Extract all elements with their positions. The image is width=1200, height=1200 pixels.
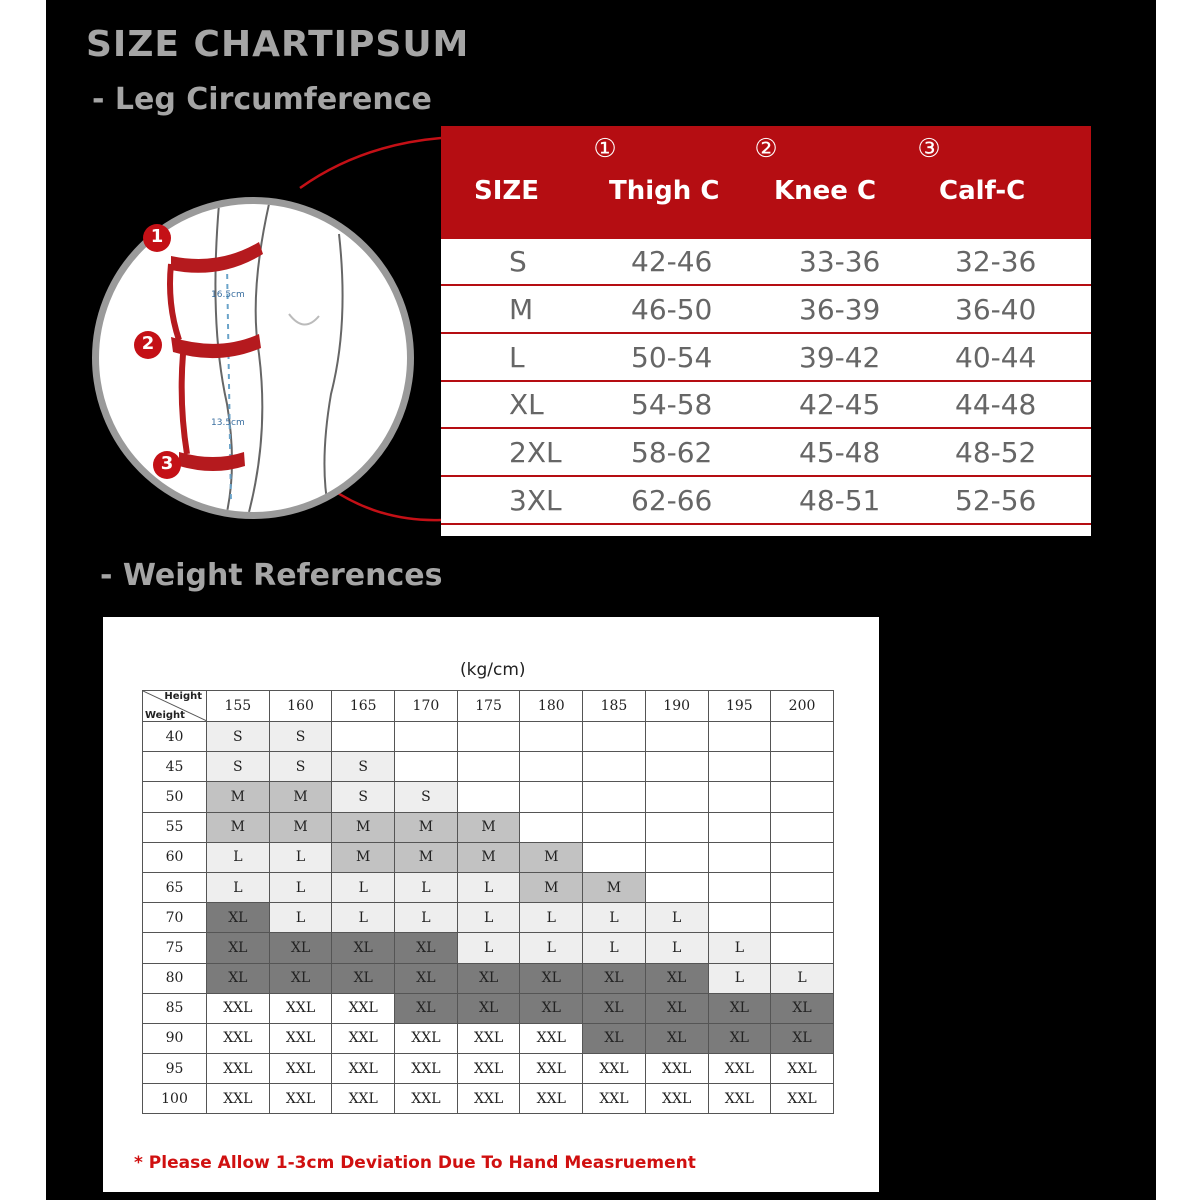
deviation-note: * Please Allow 1-3cm Deviation Due To Hand Measruement [134,1153,696,1173]
weight-header-cell: 60 [143,842,207,872]
corner-height-label: Height [164,691,202,702]
knee-cell: 45-48 [799,436,881,470]
size-grid-cell: XL [708,1023,771,1053]
size-grid-cell: XXL [395,1054,458,1084]
size-grid-cell: XL [645,993,708,1023]
size-cell: 3XL [509,484,562,517]
height-header-cell: 185 [583,691,646,722]
size-grid-cell: L [395,872,458,902]
size-grid-cell [771,842,834,872]
size-grid-cell: XXL [269,993,332,1023]
leg-table-row [441,478,1091,525]
badge-2: 2 [141,333,155,354]
calf-cell: 44-48 [955,388,1037,422]
size-grid-cell [583,812,646,842]
size-grid-cell: XXL [269,1084,332,1114]
size-cell: S [509,245,527,278]
knee-cell: 42-45 [799,388,881,422]
size-grid-cell: XXL [771,1054,834,1084]
weight-header-cell: 90 [143,1023,207,1053]
height-header-cell: 200 [771,691,834,722]
size-cell: 2XL [509,436,562,470]
size-grid-cell: S [269,752,332,782]
calf-cell: 48-52 [955,436,1037,470]
size-grid-cell: XXL [457,1054,520,1084]
size-grid-cell: XL [520,963,583,993]
size-grid-cell: S [207,752,270,782]
size-grid-cell [645,752,708,782]
size-grid-cell: XL [332,963,395,993]
col-knee: Knee C [774,176,877,206]
marker-1: ① [593,134,617,164]
measure-thigh-knee: 16.5cm [211,290,245,300]
size-grid-cell: XXL [645,1084,708,1114]
size-grid-cell: M [332,812,395,842]
size-grid-cell: XL [269,933,332,963]
thigh-cell: 54-58 [631,388,713,422]
size-grid-cell: L [207,842,270,872]
grid-row [143,842,834,872]
leg-table-row [441,430,1091,477]
size-grid-cell: L [332,903,395,933]
size-grid-cell [708,872,771,902]
calf-cell: 32-36 [955,245,1037,278]
grid-row [143,722,834,752]
calf-cell: 52-56 [955,484,1037,517]
size-grid-cell: XXL [395,1084,458,1114]
size-cell: M [509,292,534,326]
marker-2: ② [754,134,778,164]
height-header-cell: 190 [645,691,708,722]
size-grid-cell [771,872,834,902]
size-grid-cell: XXL [583,1084,646,1114]
col-size: SIZE [474,176,540,206]
size-grid-cell: XL [457,993,520,1023]
size-grid-cell [645,842,708,872]
size-grid-cell [520,782,583,812]
size-grid-cell: XL [269,963,332,993]
size-grid-cell: XXL [332,1054,395,1084]
size-grid-cell: XXL [332,993,395,1023]
weight-height-grid [142,690,834,1114]
size-grid-cell: S [332,752,395,782]
size-grid-cell: M [395,812,458,842]
size-grid-cell: XXL [520,1084,583,1114]
size-grid-cell [708,842,771,872]
size-grid-cell: XL [207,903,270,933]
size-grid-cell: L [520,933,583,963]
size-grid-cell: M [269,782,332,812]
size-grid-cell: L [269,872,332,902]
size-grid-cell: XL [457,963,520,993]
leg-circumference-table [441,126,1091,536]
size-grid-cell: XL [645,963,708,993]
weight-header-cell: 80 [143,963,207,993]
height-header-cell: 170 [395,691,458,722]
size-grid-cell [771,782,834,812]
size-grid-cell [708,903,771,933]
height-header-cell: 175 [457,691,520,722]
calf-cell: 36-40 [955,292,1037,326]
size-grid-cell: XXL [457,1023,520,1053]
page-title: SIZE CHARTIPSUM [86,24,470,65]
knee-cell: 48-51 [799,484,881,517]
badge-1: 1 [150,226,164,247]
grid-corner [143,691,207,722]
size-grid-cell [708,812,771,842]
size-grid-cell [645,872,708,902]
thigh-cell: 62-66 [631,484,713,517]
size-grid-cell: M [207,782,270,812]
size-grid-cell [771,903,834,933]
size-grid-cell: L [583,933,646,963]
size-grid-cell: S [332,782,395,812]
height-header-cell: 180 [520,691,583,722]
size-grid-cell [708,752,771,782]
weight-header-cell: 100 [143,1084,207,1114]
size-grid-cell: XXL [269,1023,332,1053]
size-grid-cell: L [332,872,395,902]
size-grid-cell [395,752,458,782]
size-grid-cell: L [207,872,270,902]
size-grid-cell: XXL [207,1054,270,1084]
size-grid-cell [332,722,395,752]
size-grid-cell: XXL [207,1084,270,1114]
size-grid-cell [457,752,520,782]
grid-row [143,993,834,1023]
weight-header-cell: 75 [143,933,207,963]
size-grid-cell: M [457,812,520,842]
size-grid-cell [771,752,834,782]
grid-row [143,933,834,963]
calf-cell: 40-44 [955,340,1037,374]
height-header-cell: 160 [269,691,332,722]
col-calf: Calf-C [939,176,1026,206]
size-grid-cell: XXL [207,1023,270,1053]
size-grid-cell: M [269,812,332,842]
size-grid-cell: S [395,782,458,812]
weight-header-cell: 85 [143,993,207,1023]
thigh-cell: 46-50 [631,292,713,326]
size-grid-cell: XL [708,993,771,1023]
unit-label: (kg/cm) [460,660,526,680]
size-grid-cell: XL [207,933,270,963]
size-grid-cell: XXL [771,1084,834,1114]
size-grid-cell [708,782,771,812]
size-grid-cell: L [457,903,520,933]
size-grid-cell: XL [332,933,395,963]
weight-header-cell: 65 [143,872,207,902]
weight-header-cell: 95 [143,1054,207,1084]
size-grid-cell: XL [207,963,270,993]
knee-cell: 39-42 [799,340,881,374]
thigh-cell: 42-46 [631,245,713,278]
size-grid-cell [708,722,771,752]
col-thigh: Thigh C [609,176,720,206]
measure-knee-calf: 13.5cm [211,418,245,428]
grid-row [143,872,834,902]
size-grid-cell: XXL [395,1023,458,1053]
weight-header-cell: 55 [143,812,207,842]
size-grid-cell: M [395,842,458,872]
size-grid-cell: L [645,933,708,963]
size-grid-cell: XL [771,1023,834,1053]
weight-header-cell: 40 [143,722,207,752]
leg-table-row [441,335,1091,382]
size-grid-cell: XL [395,993,458,1023]
size-grid-cell: L [645,903,708,933]
size-grid-cell [645,722,708,752]
size-grid-cell: L [457,872,520,902]
size-grid-cell [645,782,708,812]
size-grid-cell: XL [645,1023,708,1053]
size-grid-cell: XL [395,933,458,963]
size-grid-cell: XXL [520,1054,583,1084]
size-grid-cell [583,782,646,812]
grid-row [143,1023,834,1053]
size-grid-cell: XL [583,993,646,1023]
size-grid-cell: XXL [583,1054,646,1084]
size-grid-cell: XXL [708,1054,771,1084]
leg-table-row [441,382,1091,429]
size-grid-cell: M [520,842,583,872]
size-grid-cell [771,933,834,963]
size-grid-cell: XXL [269,1054,332,1084]
badge-3: 3 [160,453,174,474]
size-grid-cell: XL [771,993,834,1023]
grid-row [143,1084,834,1114]
size-grid-cell: XL [583,1023,646,1053]
size-grid-cell [395,722,458,752]
size-grid-cell [583,752,646,782]
size-grid-cell: XL [520,993,583,1023]
size-grid-cell: XXL [457,1084,520,1114]
size-grid-cell [583,842,646,872]
size-cell: XL [509,388,544,422]
height-header-cell: 155 [207,691,270,722]
size-grid-cell: L [269,842,332,872]
weight-section-heading: - Weight References [100,558,443,593]
size-grid-cell: S [269,722,332,752]
size-grid-cell: XXL [708,1084,771,1114]
size-grid-cell [771,722,834,752]
size-grid-cell: XXL [207,993,270,1023]
size-grid-cell: XXL [645,1054,708,1084]
size-grid-cell [520,722,583,752]
weight-header-cell: 45 [143,752,207,782]
size-grid-cell [771,812,834,842]
size-grid-cell [457,782,520,812]
height-header-cell: 195 [708,691,771,722]
size-grid-cell [583,722,646,752]
size-grid-cell: L [583,903,646,933]
size-grid-cell [520,812,583,842]
size-grid-cell: XXL [520,1023,583,1053]
grid-row [143,1054,834,1084]
size-grid-cell: L [269,903,332,933]
knee-cell: 33-36 [799,245,881,278]
size-grid-cell: L [708,963,771,993]
leg-table-header [441,126,1091,239]
corner-weight-label: Weight [145,710,185,721]
size-grid-cell: L [395,903,458,933]
size-grid-cell [520,752,583,782]
size-grid-cell: M [583,872,646,902]
grid-row [143,963,834,993]
size-grid-cell [645,812,708,842]
size-cell: L [509,340,525,374]
size-grid-cell [457,722,520,752]
knee-cell: 36-39 [799,292,881,326]
size-grid-cell: L [457,933,520,963]
grid-row [143,903,834,933]
grid-row [143,782,834,812]
height-header-cell: 165 [332,691,395,722]
weight-header-cell: 70 [143,903,207,933]
size-grid-cell: XXL [332,1084,395,1114]
marker-3: ③ [917,134,941,164]
size-grid-cell: XL [583,963,646,993]
leg-section-heading: - Leg Circumference [92,82,432,117]
thigh-cell: 50-54 [631,340,713,374]
size-grid-cell: M [457,842,520,872]
size-grid-cell: L [520,903,583,933]
size-grid-cell: M [520,872,583,902]
size-grid-cell: S [207,722,270,752]
size-grid-cell: L [708,933,771,963]
grid-row [143,752,834,782]
size-grid-cell: L [771,963,834,993]
thigh-cell: 58-62 [631,436,713,470]
leg-table-row [441,287,1091,334]
size-grid-cell: M [207,812,270,842]
size-grid-cell: M [332,842,395,872]
size-grid-cell: XL [395,963,458,993]
weight-header-cell: 50 [143,782,207,812]
grid-row [143,812,834,842]
leg-table-row [441,239,1091,286]
size-grid-cell: XXL [332,1023,395,1053]
